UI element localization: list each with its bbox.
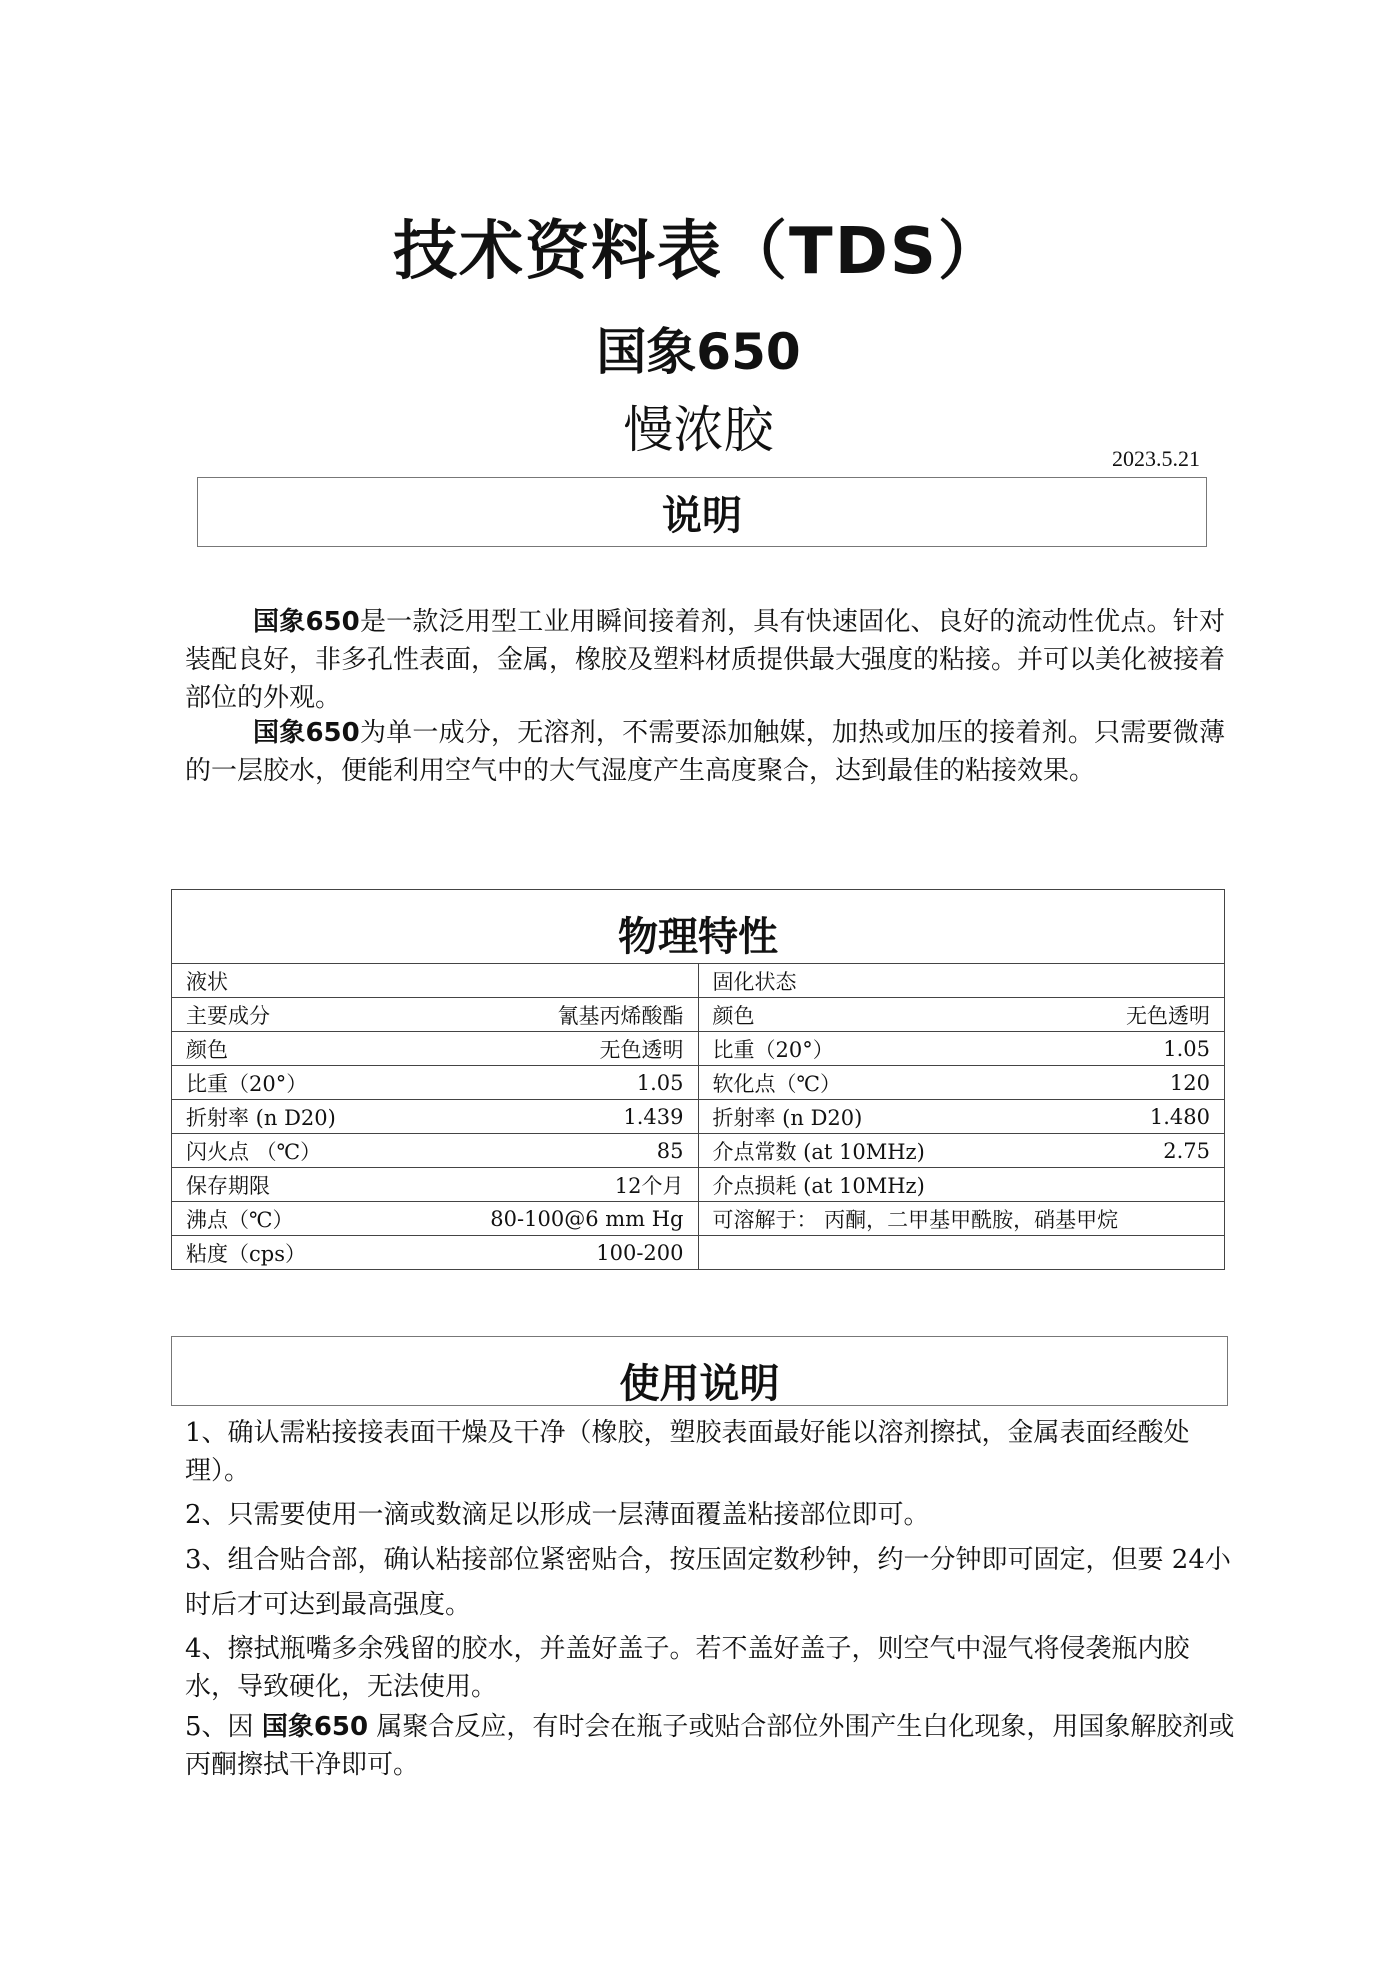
cured-state-header: 固化状态 — [698, 964, 1225, 998]
liquid-state-header: 液状 — [172, 964, 699, 998]
property-value: 100-200 — [596, 1240, 684, 1265]
description-paragraph-1 — [185, 603, 1225, 717]
usage-heading: 使用说明 — [171, 1336, 1228, 1406]
product-name-inline: 国象650 — [253, 607, 360, 637]
property-label: 折射率 (n D20) — [712, 1105, 863, 1130]
product-name-inline: 国象650 — [253, 718, 360, 748]
table-row — [172, 1168, 1225, 1202]
usage-item-5 — [185, 1708, 1235, 1784]
property-label: 沸点（℃） — [186, 1207, 294, 1232]
property-value: 12个月 — [614, 1173, 684, 1198]
property-value: 无色透明 — [1126, 1003, 1210, 1028]
property-value: 无色透明 — [599, 1037, 684, 1062]
property-label: 比重（20°） — [186, 1071, 308, 1096]
property-label: 主要成分 — [186, 1003, 270, 1028]
paragraph-text: 是一款泛用型工业用瞬间接着剂，具有快速固化、良好的流动性优点。针对装配良好，非多孔性表面，金属，橡胶及塑料材质提供最大强度的粘接。并可以美化被接着部位的外观。 — [185, 607, 1226, 713]
product-subtitle: 慢浓胶 — [623, 401, 774, 459]
property-label: 保存期限 — [186, 1173, 270, 1198]
usage-item-2: 2、只需要使用一滴或数滴足以形成一层薄面覆盖粘接部位即可。 — [185, 1500, 930, 1530]
property-value: 120 — [1169, 1070, 1210, 1095]
usage-item-3: 3、组合贴合部，确认粘接部位紧密贴合，按压固定数秒钟，约一分钟即可固定，但要 24小时后才可达到最高强度。 — [185, 1545, 1231, 1620]
property-label: 闪火点 （℃） — [186, 1139, 322, 1164]
table-row — [172, 1134, 1225, 1168]
usage-item-1: 1、确认需粘接接表面干燥及干净（橡胶，塑胶表面最好能以溶剂擦拭，金属表面经酸处理）。 — [185, 1418, 1190, 1486]
description-heading: 说明 — [197, 477, 1207, 547]
document-title: 技术资料表（TDS） — [393, 215, 1004, 289]
property-label: 粘度（cps） — [186, 1241, 306, 1266]
property-label: 软化点（℃） — [712, 1071, 841, 1096]
table-row — [172, 998, 1225, 1032]
table-row — [172, 1100, 1225, 1134]
usage-item-text: 属聚合反应，有时会在瓶子或贴合部位外围产生白化现象，用国象解胶剂或丙酮擦拭干净即可。 — [185, 1712, 1235, 1780]
property-label: 折射率 (n D20) — [186, 1105, 336, 1130]
description-paragraph-2 — [185, 714, 1225, 790]
property-value: 1.439 — [623, 1104, 684, 1129]
property-value: 80-100@6 mm Hg — [490, 1206, 684, 1231]
product-name: 国象650 — [596, 323, 801, 381]
property-value: 1.05 — [636, 1070, 684, 1095]
property-value: 氰基丙烯酸酯 — [557, 1003, 684, 1028]
property-label: 颜色 — [712, 1003, 755, 1028]
property-value: 85 — [656, 1138, 684, 1163]
property-label: 介点常数 (at 10MHz) — [712, 1139, 925, 1164]
property-label: 颜色 — [186, 1037, 228, 1062]
property-label: 比重（20°） — [712, 1037, 834, 1062]
property-value: 2.75 — [1163, 1138, 1210, 1163]
table-row — [172, 1066, 1225, 1100]
property-label: 可溶解于： 丙酮，二甲基甲酰胺，硝基甲烷 — [712, 1207, 1119, 1232]
table-row — [172, 1032, 1225, 1066]
usage-item-prefix: 5、因 — [185, 1712, 262, 1742]
property-value: 1.05 — [1163, 1036, 1210, 1061]
properties-heading: 物理特性 — [172, 890, 1225, 964]
document-date: 2023.5.21 — [1112, 446, 1200, 471]
usage-item-4: 4、擦拭瓶嘴多余残留的胶水，并盖好盖子。若不盖好盖子，则空气中湿气将侵袭瓶内胶水，导致硬化，无法使用。 — [185, 1634, 1190, 1702]
table-row — [172, 1202, 1225, 1236]
physical-properties-table — [171, 889, 1225, 1270]
property-value: 1.480 — [1149, 1104, 1210, 1129]
table-row — [172, 1236, 1225, 1270]
property-label: 介点损耗 (at 10MHz) — [712, 1173, 925, 1198]
paragraph-text: 为单一成分，无溶剂，不需要添加触媒，加热或加压的接着剂。只需要微薄的一层胶水，便能利用空气中的大气湿度产生高度聚合，达到最佳的粘接效果。 — [185, 718, 1225, 786]
product-name-inline: 国象650 — [261, 1712, 369, 1742]
